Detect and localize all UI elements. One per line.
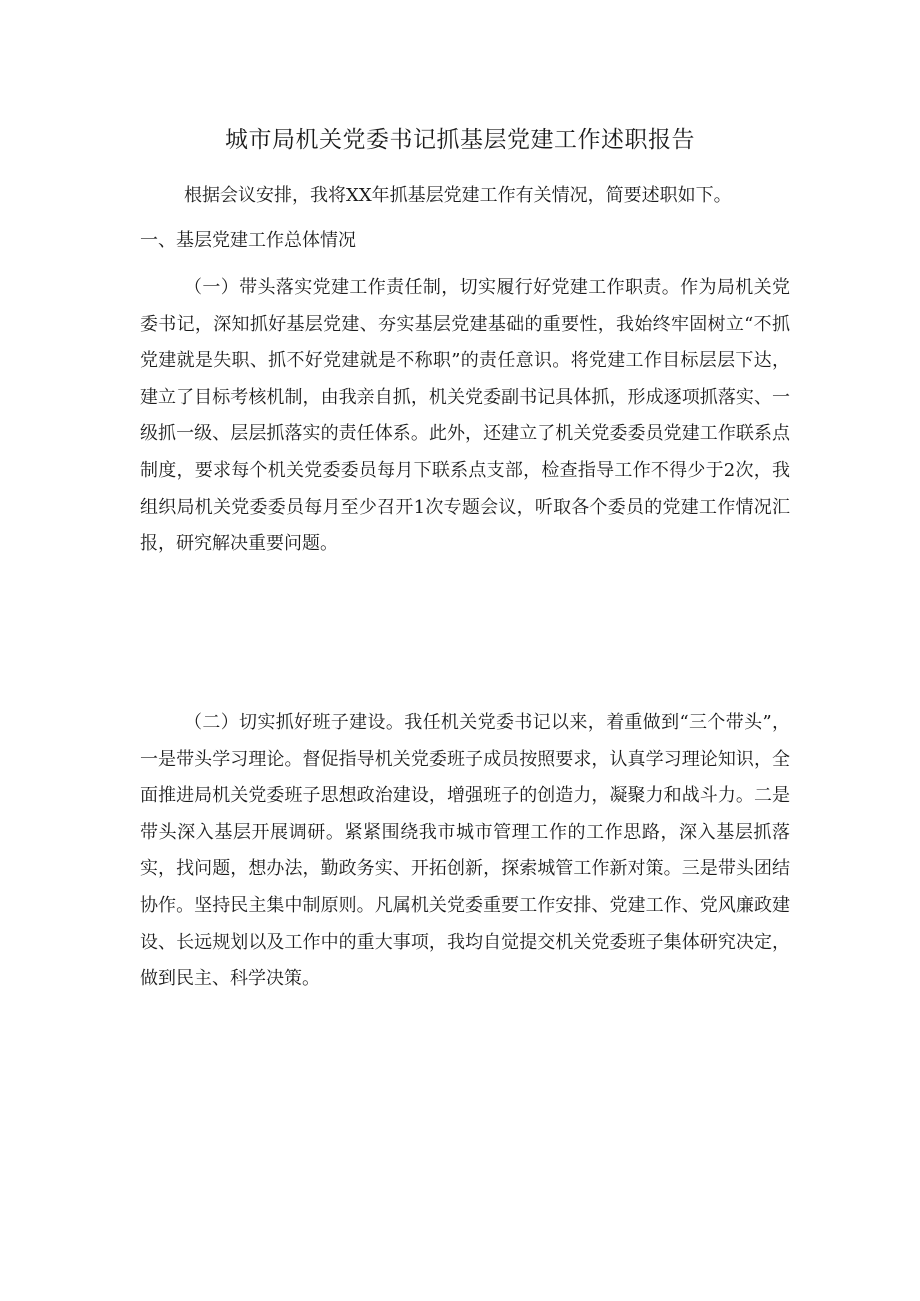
section-heading: 一、基层党建工作总体情况	[140, 230, 356, 251]
intro-paragraph: 根据会议安排，我将XX年抓基层党建工作有关情况，简要述职如下。	[184, 185, 732, 206]
body-paragraph-team-building: （二）切实抓好班子建设。我任机关党委书记以来，着重做到“三个带头”，一是带头学习理论。督促指导机关党委班子成员按照要求，认真学习理论知识，全面推进局机关党委班子思想政治建设，增强班子的创造力，凝聚力和战斗力。二是带头深入基层开展调研。紧紧围绕我市城市管理工作的工作思路，深入基层抓落实，找问题，想办法，勤政务实、开拓创新，探索城管工作新对策。三是带头团结协作。坚持民主集中制原则。凡属机关党委重要工作安排、党建工作、党风廉政建设、长远规划以及工作中的重大事项，我均自觉提交机关党委班子集体研究决定，做到民主、科学决策。	[140, 712, 790, 990]
document-title: 城市局机关党委书记抓基层党建工作述职报告	[225, 127, 695, 153]
body-paragraph-responsibility: （一）带头落实党建工作责任制，切实履行好党建工作职责。作为局机关党委书记，深知抓好基层党建、夯实基层党建基础的重要性，我始终牢固树立“不抓党建就是失职、抓不好党建就是不称职”的责任意识。将党建工作目标层层下达，建立了目标考核机制，由我亲自抓，机关党委副书记具体抓，形成逐项抓落实、一级抓一级、层层抓落实的责任体系。此外，还建立了机关党委委员党建工作联系点制度，要求每个机关党委委员每月下联系点支部，检查指导工作不得少于2次，我组织局机关党委委员每月至少召开1次专题会议，听取各个委员的党建工作情况汇报，研究解决重要问题。	[140, 277, 790, 555]
